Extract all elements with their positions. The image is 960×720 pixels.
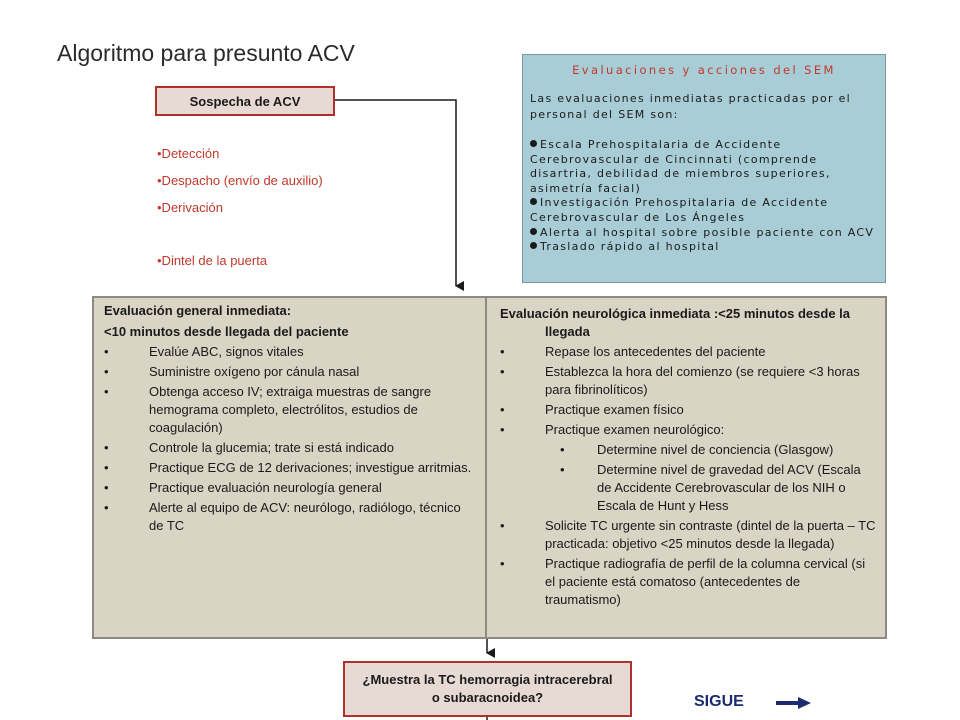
- page-title: Algoritmo para presunto ACV: [57, 40, 355, 66]
- red-list-item-detection: •Detección: [157, 146, 220, 161]
- general-evaluation-column: [104, 302, 476, 535]
- list-item: • Practique radiografía de perfil de la columna cervical (si el paciente está comatoso (antecedentes de traumatismo): [500, 556, 866, 607]
- neuro-evaluation-list: [500, 343, 878, 609]
- sub-list-item: • Determine nivel de conciencia (Glasgow): [560, 442, 834, 457]
- red-list-item-referral: •Derivación: [157, 200, 223, 215]
- ct-question-box: [343, 661, 632, 717]
- next-link[interactable]: SIGUE: [694, 693, 744, 710]
- suspect-stroke-label: Sospecha de ACV: [189, 93, 301, 109]
- list-item: • Solicite TC urgente sin contraste (dintel de la puerta – TC practicada: objetivo <25 minutos desde la llegada): [500, 518, 876, 551]
- list-item: • Obtenga acceso IV; extraiga muestras de sangre hemograma completo, electrólitos, estudios de coagulación): [104, 384, 432, 435]
- red-list-item-dispatch: •Despacho (envío de auxilio): [157, 173, 323, 188]
- sem-item: Traslado rápido al hospital: [530, 240, 879, 255]
- list-item: • Controle la glucemia; trate si está indicado: [104, 440, 394, 455]
- sub-list-item: • Determine nivel de gravedad del ACV (Escala de Accidente Cerebrovascular de los NIH o Escala de Hunt y Hess: [560, 462, 861, 513]
- list-item: • Establezca la hora del comienzo (se requiere <3 horas para fibrinolíticos): [500, 364, 860, 397]
- next-arrow-icon: [776, 697, 811, 709]
- sem-item: Alerta al hospital sobre posible paciente con ACV: [530, 226, 879, 241]
- general-evaluation-subheading: <10 minutos desde llegada del paciente: [104, 324, 349, 339]
- list-item: • Suministre oxígeno por cánula nasal: [104, 364, 360, 379]
- sem-item: Investigación Prehospitalaria de Accidente Cerebrovascular de Los Ángeles: [530, 196, 829, 224]
- evaluation-divider: [485, 296, 487, 639]
- sem-panel-intro: Las evaluaciones inmediatas practicadas por el personal del SEM son:: [530, 92, 852, 121]
- list-item: • Practique evaluación neurología general: [104, 480, 382, 495]
- sem-item: Escala Prehospitalaria de Accidente Cerebrovascular de Cincinnati (comprende disartria, debilidad de miembros superiores, asimetría facial): [530, 138, 831, 195]
- ct-question-line1: ¿Muestra la TC hemorragia intracerebral: [362, 672, 613, 687]
- sem-panel-title: Evaluaciones y acciones del SEM: [572, 63, 836, 77]
- list-item: • Practique examen neurológico:: [500, 422, 725, 437]
- ct-question-line2: o subaracnoidea?: [431, 690, 544, 705]
- red-list-item-door: •Dintel de la puerta: [157, 253, 268, 268]
- neuro-evaluation-heading-cont: llegada: [545, 324, 590, 339]
- list-item: • Evalúe ABC, signos vitales: [104, 344, 304, 359]
- list-item: • Practique examen físico: [500, 402, 684, 417]
- general-evaluation-heading: Evaluación general inmediata:: [104, 303, 292, 318]
- list-item: • Alerte al equipo de ACV: neurólogo, radiólogo, técnico de TC: [104, 500, 461, 533]
- neuro-evaluation-heading: Evaluación neurológica inmediata :<25 minutos desde la: [500, 306, 851, 321]
- neuro-evaluation-column: [500, 305, 878, 609]
- general-evaluation-list: [104, 343, 476, 535]
- connector-arrow: [335, 100, 456, 286]
- list-item: • Practique ECG de 12 derivaciones; investigue arritmias.: [104, 460, 472, 475]
- list-item: • Repase los antecedentes del paciente: [500, 344, 766, 359]
